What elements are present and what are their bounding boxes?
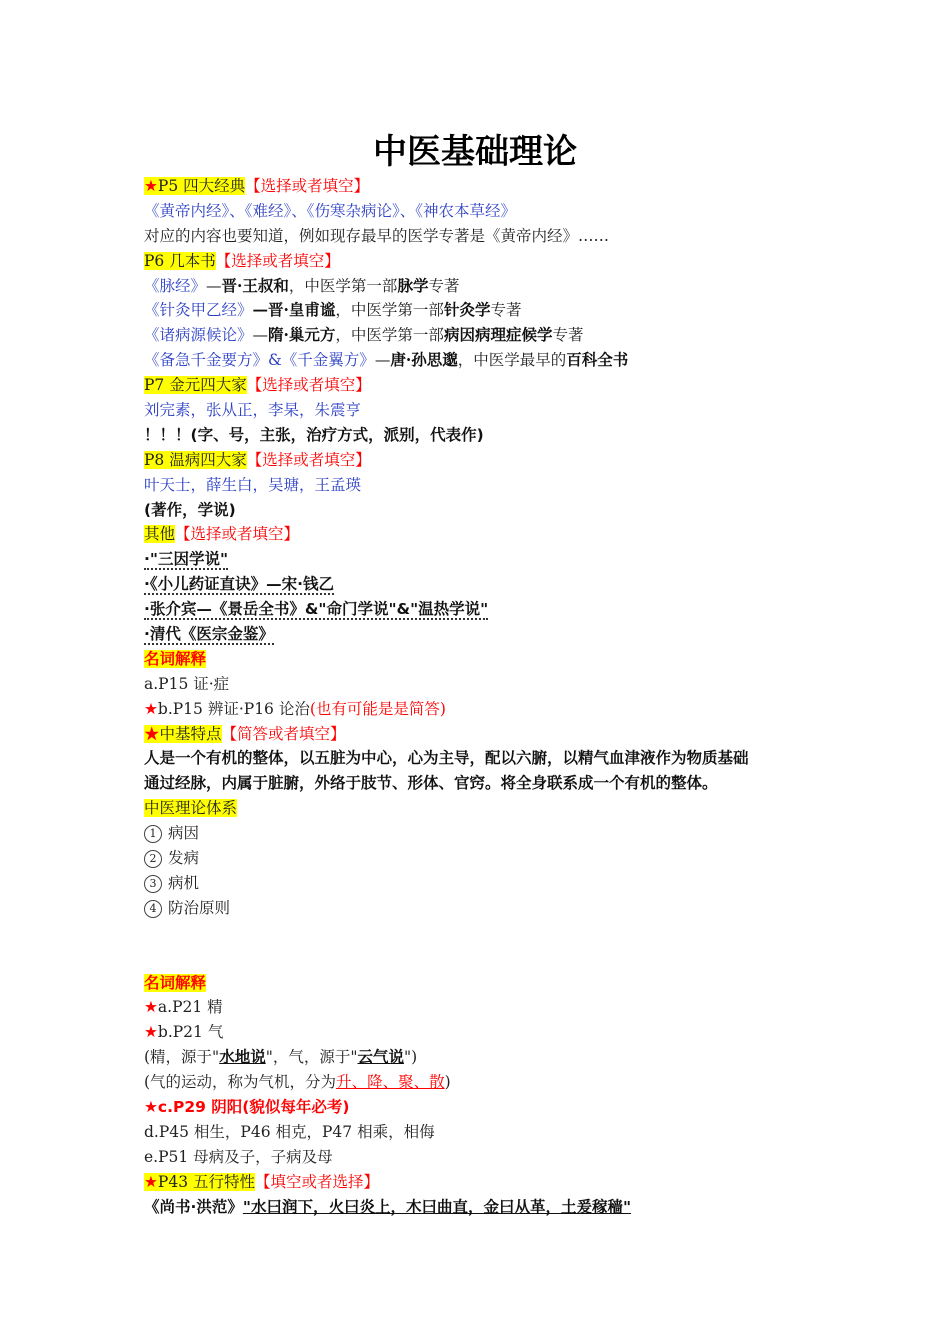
section-heading-terms-2: 名词解释 (144, 973, 207, 992)
section-heading-wuxing: ★P43 五行特性【填空或者选择】 (144, 1172, 380, 1191)
circled-number: 2 (144, 850, 162, 868)
wenbing-names: 叶天士，薛生白，吴瑭，王孟瑛 (144, 475, 362, 494)
section-heading-books: P6 几本书【选择或者填空】 (144, 251, 340, 270)
other-item: ·清代《医宗金鉴》 (144, 625, 274, 644)
section-heading-jinyuan: P7 金元四大家【选择或者填空】 (144, 376, 371, 395)
circled-number: 1 (144, 825, 162, 843)
theory-item: 2 发病 (144, 846, 844, 871)
section-heading-terms: 名词解释 (144, 649, 207, 668)
star-icon: ★ (144, 998, 158, 1017)
term-item: a.P15 证·症 (144, 674, 230, 693)
section-heading-theory: 中医理论体系 (144, 799, 238, 818)
book-row: 《脉经》—晋·王叔和，中医学第一部脉学专著 (144, 275, 460, 295)
star-icon: ★ (144, 724, 160, 743)
theory-item: 3 病机 (144, 871, 844, 896)
star-icon: ★ (144, 699, 158, 718)
book-row: 《诸病源候论》—隋·巢元方，中医学第一部病因病理症候学专著 (144, 325, 584, 345)
book-row: 《针灸甲乙经》—晋·皇甫谧，中医学第一部针灸学专著 (144, 300, 522, 320)
term-item: ★b.P21 气 (144, 1023, 224, 1042)
section-heading-features: ★中基特点【简答或者填空】 (144, 724, 346, 743)
document-body (144, 174, 844, 1219)
blank-line (144, 921, 844, 946)
star-icon: ★ (144, 177, 158, 195)
page-title: 中医基础理论 (373, 132, 577, 172)
other-item: ·《小儿药证直诀》—宋·钱乙 (144, 575, 335, 594)
origin-note: (精，源于"水地说"，气，源于"云气说") (144, 1047, 418, 1067)
other-item: ·张介宾—《景岳全书》&"命门学说"&"温热学说" (144, 600, 489, 619)
theory-item: 4 防治原则 (144, 896, 844, 921)
section-heading-wenbing: P8 温病四大家【选择或者填空】 (144, 450, 371, 469)
term-item: ★a.P21 精 (144, 998, 223, 1017)
features-text-line: 人是一个有机的整体，以五脏为中心，心为主导，配以六腑，以精气血津液作为物质基础 (144, 749, 749, 768)
wuxing-quote: 《尚书·洪范》"水曰润下，火曰炎上，木曰曲直，金曰从革，土爰稼穑" (144, 1197, 632, 1216)
star-icon: ★ (144, 1097, 158, 1116)
term-item: ★b.P15 辨证·P16 论治(也有可能是是简答) (144, 699, 446, 718)
term-item: e.P51 母病及子，子病及母 (144, 1147, 333, 1166)
circled-number: 3 (144, 875, 162, 893)
section-heading-classics: ★P5 四大经典【选择或者填空】 (144, 177, 370, 195)
term-item: d.P45 相生，P46 相克，P47 相乘，相侮 (144, 1122, 435, 1141)
blank-line (144, 946, 844, 971)
circled-number: 4 (144, 900, 162, 918)
star-icon: ★ (144, 1023, 158, 1042)
book-row: 《备急千金要方》&《千金翼方》—唐·孙思邈，中医学最早的百科全书 (144, 350, 629, 370)
section-heading-other: 其他【选择或者填空】 (144, 525, 300, 544)
jinyuan-note: ！！！(字、号，主张，治疗方式，派别，代表作) (144, 425, 484, 444)
classics-list: 《黄帝内经》、《难经》、《伤寒杂病论》、《神农本草经》 (144, 201, 517, 220)
jinyuan-names: 刘完素，张从正，李杲，朱震亨 (144, 401, 362, 420)
features-text-line: 通过经脉，内属于脏腑，外络于肢节、形体、官窍。将全身联系成一个有机的整体。 (144, 774, 718, 793)
theory-item: 1 病因 (144, 821, 844, 846)
classics-note: 对应的内容也要知道，例如现存最早的医学专著是《黄帝内经》…… (144, 226, 610, 245)
star-icon: ★ (144, 1172, 158, 1191)
qi-movement-note: (气的运动，称为气机，分为升、降、聚、散) (144, 1073, 451, 1092)
term-item: ★c.P29 阴阳(貌似每年必考) (144, 1097, 350, 1116)
wenbing-note: (著作，学说) (144, 500, 236, 519)
other-item: ·"三因学说" (144, 550, 229, 569)
